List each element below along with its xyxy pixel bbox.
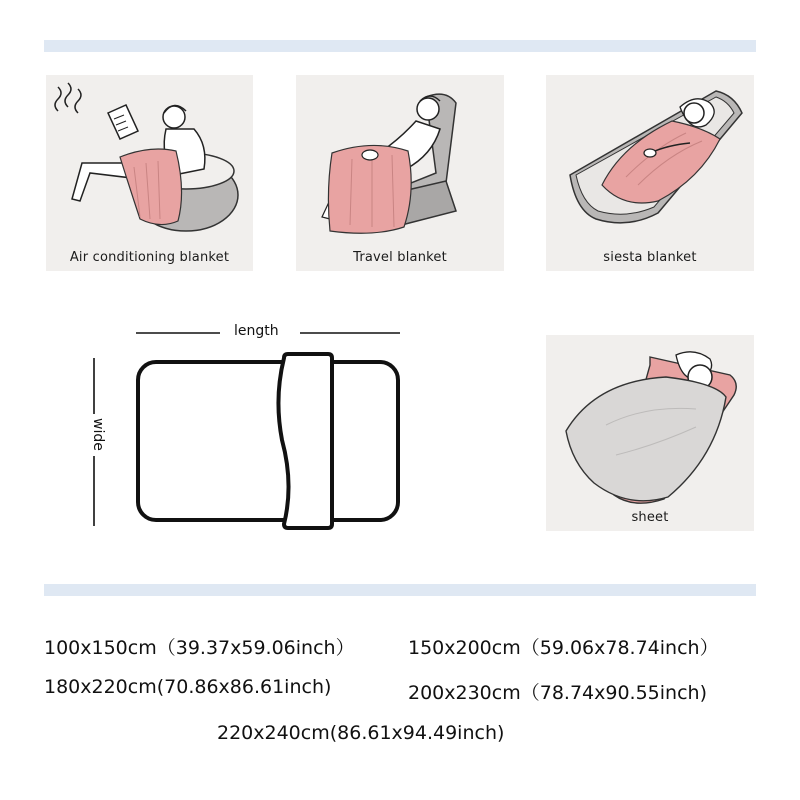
person-in-beanbag-icon xyxy=(46,75,253,271)
card-caption: Travel blanket xyxy=(353,250,447,265)
size-option: 100x150cm（39.37x59.06inch） xyxy=(44,637,355,659)
sheet-card xyxy=(546,335,754,531)
top-divider-bar xyxy=(44,40,756,52)
air-conditioning-blanket-card xyxy=(46,75,253,271)
person-on-mat-icon xyxy=(546,75,754,271)
card-caption: sheet xyxy=(631,510,669,525)
wide-label: wide xyxy=(90,418,106,451)
size-diagram xyxy=(80,318,420,540)
person-in-recliner-icon xyxy=(296,75,504,271)
card-caption: Air conditioning blanket xyxy=(69,250,230,265)
siesta-blanket-card xyxy=(546,75,754,271)
person-in-bed-icon xyxy=(546,335,754,531)
bottom-divider-bar xyxy=(44,584,756,596)
size-option: 150x200cm（59.06x78.74inch） xyxy=(408,637,719,659)
card-caption: siesta blanket xyxy=(603,250,697,265)
size-option: 220x240cm(86.61x94.49inch) xyxy=(217,722,505,744)
blanket-outline-icon xyxy=(80,318,420,540)
travel-blanket-card xyxy=(296,75,504,271)
size-option: 180x220cm(70.86x86.61inch) xyxy=(44,676,332,698)
size-option: 200x230cm（78.74x90.55inch) xyxy=(408,682,707,704)
length-label: length xyxy=(234,323,279,339)
